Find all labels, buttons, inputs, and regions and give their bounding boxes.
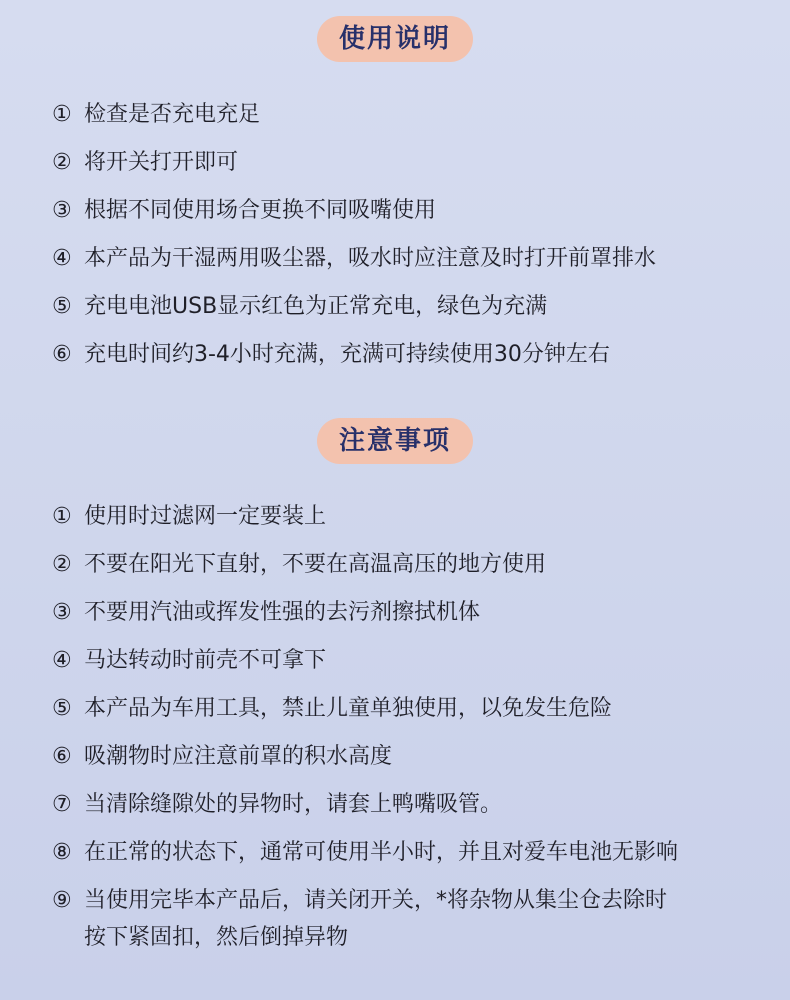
notes-item-1 (52, 498, 782, 546)
usage-item-2 (52, 144, 782, 192)
notes-item-2 (52, 546, 782, 594)
notes-item-number: ② (52, 552, 72, 577)
notes-title: 注意事项 (317, 418, 473, 464)
notes-item-text: 使用时过滤网一定要装上 (84, 504, 327, 529)
notes-item-number: ⑦ (52, 792, 72, 817)
usage-item-text: 充电电池USB显示红色为正常充电，绿色为充满 (84, 294, 548, 319)
notes-item-number: ④ (52, 648, 72, 673)
notes-item-6 (52, 738, 782, 786)
usage-item-text: 充电时间约3-4小时充满，充满可持续使用30分钟左右 (84, 342, 610, 367)
notes-item-text: 在正常的状态下，通常可使用半小时，并且对爱车电池无影响 (84, 840, 679, 865)
usage-item-text: 将开关打开即可 (84, 150, 239, 175)
notes-item-number: ⑥ (52, 744, 72, 769)
notes-item-8 (52, 834, 782, 882)
usage-item-number: ② (52, 150, 72, 175)
usage-item-3 (52, 192, 782, 240)
notes-list (52, 498, 782, 956)
notes-item-9 (52, 882, 782, 956)
notes-item-number: ① (52, 504, 72, 529)
usage-item-number: ⑥ (52, 342, 72, 367)
usage-item-number: ① (52, 102, 72, 127)
notes-item-number: ⑤ (52, 696, 72, 721)
notes-item-number: ⑨ (52, 888, 72, 913)
notes-item-text: 吸潮物时应注意前罩的积水高度 (84, 744, 393, 769)
notes-item-text: 本产品为车用工具，禁止儿童单独使用，以免发生危险 (84, 696, 613, 721)
notes-item-5 (52, 690, 782, 738)
usage-item-1 (52, 96, 782, 144)
notes-item-number: ③ (52, 600, 72, 625)
usage-item-text: 检查是否充电充足 (84, 102, 261, 127)
usage-item-number: ③ (52, 198, 72, 223)
notes-item-3 (52, 594, 782, 642)
notes-item-7 (52, 786, 782, 834)
notes-item-text: 马达转动时前壳不可拿下 (84, 648, 327, 673)
notes-item-number: ⑧ (52, 840, 72, 865)
usage-item-text: 本产品为干湿两用吸尘器，吸水时应注意及时打开前罩排水 (84, 246, 657, 271)
notes-item-4 (52, 642, 782, 690)
notes-item-text: 不要在阳光下直射，不要在高温高压的地方使用 (84, 552, 547, 577)
notes-item-text: 当使用完毕本产品后，请关闭开关，*将杂物从集尘仓去除时 按下紧固扣，然后倒掉异物 (84, 888, 668, 950)
usage-list (52, 96, 782, 384)
notes-item-text: 不要用汽油或挥发性强的去污剂擦拭机体 (84, 600, 481, 625)
usage-item-number: ⑤ (52, 294, 72, 319)
usage-item-5 (52, 288, 782, 336)
usage-item-text: 根据不同使用场合更换不同吸嘴使用 (84, 198, 437, 223)
usage-item-4 (52, 240, 782, 288)
notes-item-text: 当清除缝隙处的异物时，请套上鸭嘴吸管。 (84, 792, 503, 817)
usage-title: 使用说明 (317, 16, 473, 62)
usage-item-6 (52, 336, 782, 384)
usage-item-number: ④ (52, 246, 72, 271)
